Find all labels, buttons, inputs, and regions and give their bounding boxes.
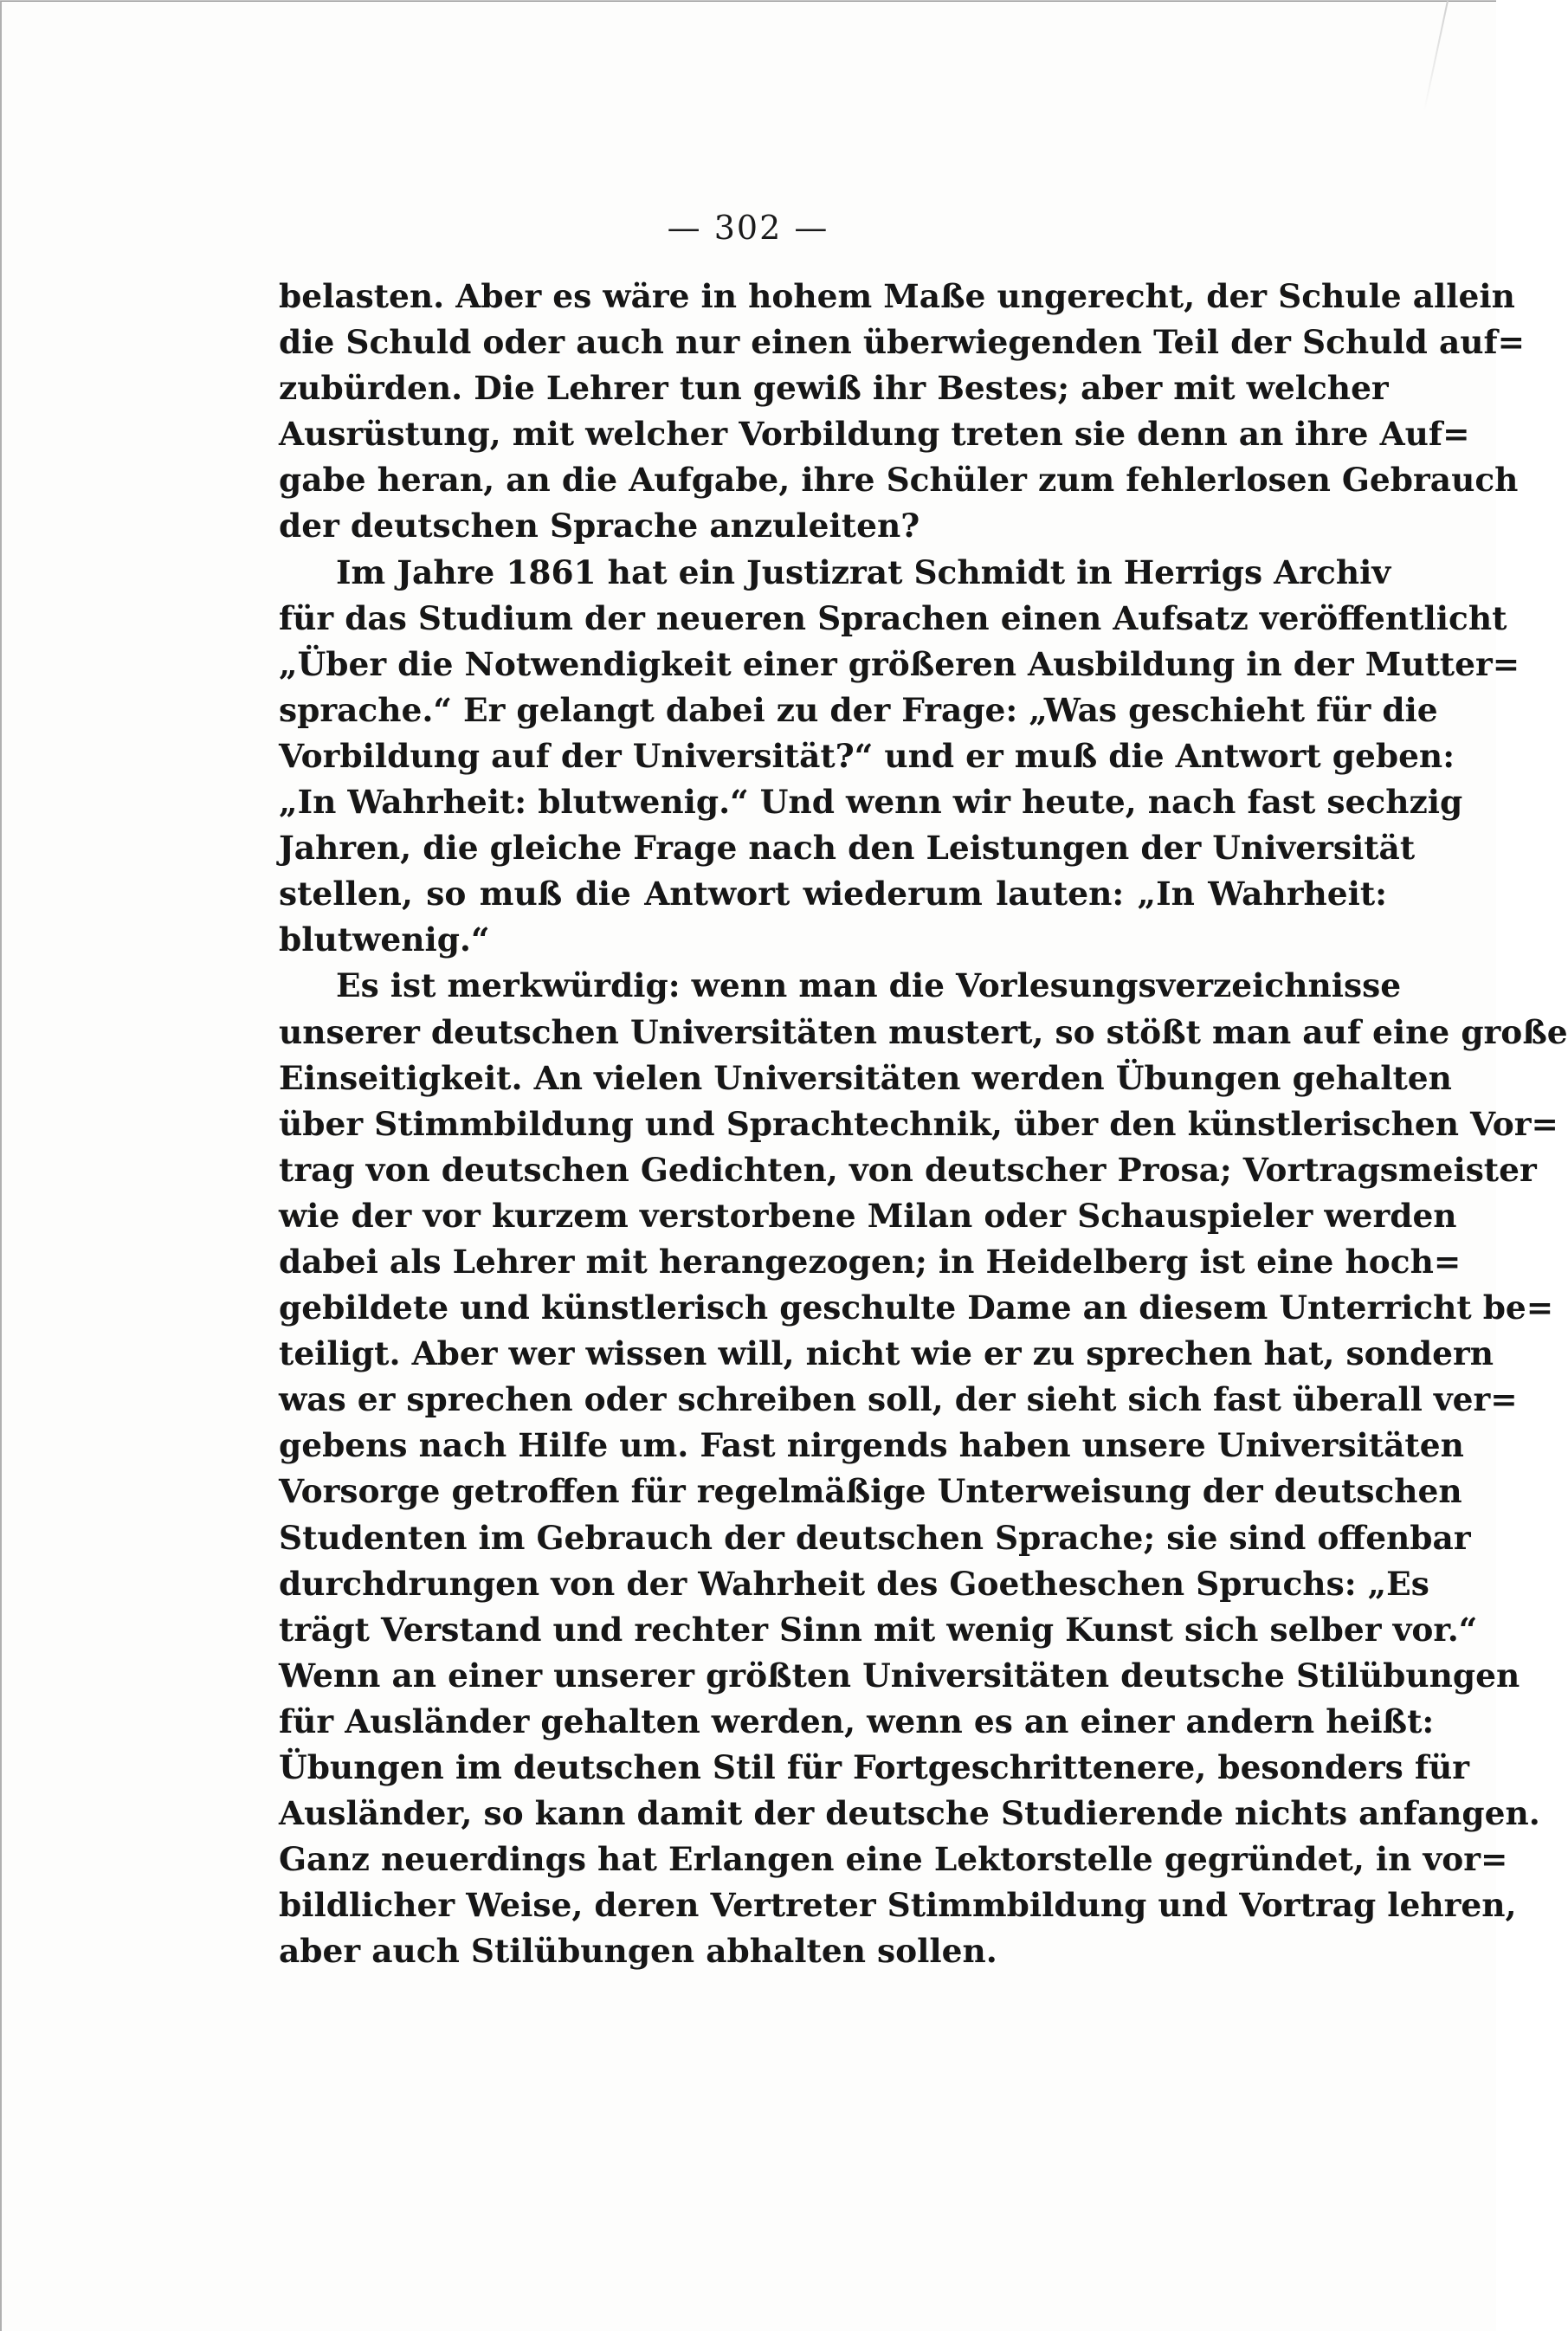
text-line: die Schuld oder auch nur einen überwiegenden Teil der Schuld auf=	[279, 323, 1526, 362]
text-line: gebens nach Hilfe um. Fast nirgends haben unsere Universitäten	[279, 1426, 1464, 1465]
text-line: für das Studium der neueren Sprachen einen Aufsatz veröffentlicht	[279, 598, 1507, 637]
text-line: blutwenig.“	[279, 920, 490, 959]
text-line: Jahren, die gleiche Frage nach den Leistungen der Universität	[279, 829, 1416, 868]
text-line: der deutschen Sprache anzuleiten?	[279, 507, 920, 546]
text-line: gebildete und künstlerisch geschulte Dame an diesem Unterricht be=	[279, 1288, 1554, 1327]
text-line: trag von deutschen Gedichten, von deutscher Prosa; Vortragsmeister	[279, 1150, 1537, 1189]
text-line: Einseitigkeit. An vielen Universitäten werden Übungen gehalten	[279, 1058, 1452, 1097]
text-line: Vorsorge getroffen für regelmäßige Unterweisung der deutschen	[279, 1472, 1462, 1511]
text-line: „In Wahrheit: blutwenig.“ Und wenn wir heute, nach fast sechzig	[279, 783, 1463, 822]
text-line: aber auch Stilübungen abhalten sollen.	[279, 1932, 997, 1971]
text-line: Ausländer, so kann damit der deutsche Studierende nichts anfangen.	[279, 1794, 1540, 1833]
text-line: durchdrungen von der Wahrheit des Goetheschen Spruchs: „Es	[279, 1564, 1429, 1603]
text-line: Ganz neuerdings hat Erlangen eine Lektorstelle gegründet, in vor=	[279, 1840, 1508, 1879]
text-line: belasten. Aber es wäre in hohem Maße ungerecht, der Schule allein	[279, 277, 1515, 315]
paper-fold-line	[1423, 1, 1449, 112]
text-line: Übungen im deutschen Stil für Fortgeschrittenere, besonders für	[279, 1748, 1469, 1786]
text-line: über Stimmbildung und Sprachtechnik, über den künstlerischen Vor=	[279, 1104, 1558, 1143]
text-line: Vorbildung auf der Universität?“ und er muß die Antwort geben:	[279, 736, 1455, 775]
text-line: Ausrüstung, mit welcher Vorbildung treten sie denn an ihre Auf=	[279, 415, 1470, 454]
text-line: Im Jahre 1861 hat ein Justizrat Schmidt in Herrigs Archiv	[336, 552, 1391, 591]
text-line: dabei als Lehrer mit herangezogen; in Heidelberg ist eine hoch=	[279, 1242, 1462, 1281]
text-line: trägt Verstand und rechter Sinn mit wenig Kunst sich selber vor.“	[279, 1610, 1478, 1649]
body-text	[279, 274, 1568, 1974]
text-line: teiligt. Aber wer wissen will, nicht wie er zu sprechen hat, sondern	[279, 1334, 1494, 1373]
text-line: bildlicher Weise, deren Vertreter Stimmbildung und Vortrag lehren,	[279, 1886, 1517, 1925]
text-line: für Ausländer gehalten werden, wenn es an einer andern heißt:	[279, 1701, 1435, 1740]
text-line: Studenten im Gebrauch der deutschen Sprache; sie sind offenbar	[279, 1518, 1471, 1557]
text-line: „Über die Notwendigkeit einer größeren Ausbildung in der Mutter=	[279, 644, 1520, 683]
text-line: stellen, so muß die Antwort wiederum lauten: „In Wahrheit:	[279, 875, 1387, 914]
text-line: sprache.“ Er gelangt dabei zu der Frage: „Was geschieht für die	[279, 690, 1438, 729]
text-line: unserer deutschen Universitäten mustert, so stößt man auf eine große	[279, 1012, 1568, 1051]
text-line: Wenn an einer unserer größten Universitäten deutsche Stilübungen	[279, 1656, 1520, 1695]
text-line: Es ist merkwürdig: wenn man die Vorlesungsverzeichnisse	[336, 966, 1402, 1005]
text-line: was er sprechen oder schreiben soll, der sieht sich fast überall ver=	[279, 1380, 1518, 1419]
text-line: wie der vor kurzem verstorbene Milan oder Schauspieler werden	[279, 1196, 1457, 1235]
text-line: gabe heran, an die Aufgabe, ihre Schüler zum fehlerlosen Gebrauch	[279, 461, 1519, 500]
text-line: zubürden. Die Lehrer tun gewiß ihr Bestes; aber mit welcher	[279, 369, 1389, 408]
page-number: — 302 —	[667, 209, 829, 247]
